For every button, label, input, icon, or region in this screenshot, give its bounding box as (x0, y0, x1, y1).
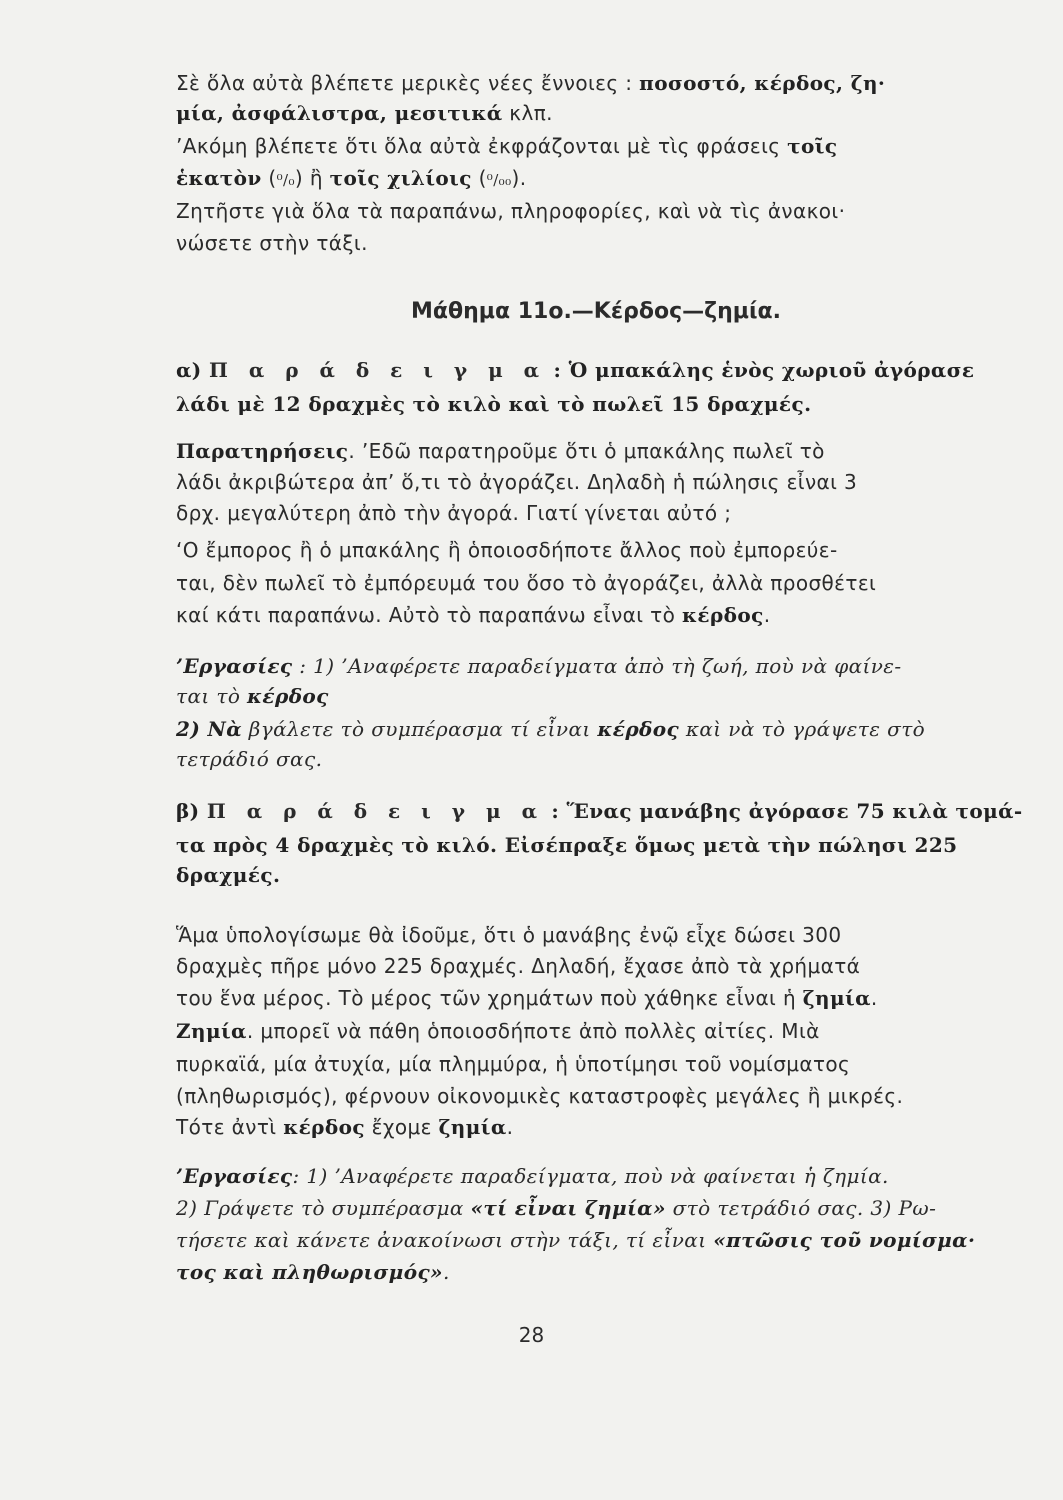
text-line: ’Ακόμη βλέπετε ὅτι ὅλα αὐτὰ ἐκφράζονται μὲ τὶς φράσεις τοῖς (176, 134, 838, 158)
tasks-line: τος καὶ πληθωρισμός». (176, 1260, 450, 1284)
text-line: πυρκαϊά, μία ἀτυχία, μία πλημμύρα, ἡ ὑποτίμησι τοῦ νομίσματος (176, 1052, 851, 1076)
text-line: μία, ἀσφάλιστρα, μεσιτικά κλπ. (176, 101, 553, 125)
text-line: δραχμὲς πῆρε μόνο 225 δραχμές. Δηλαδή, ἔχασε ἀπὸ τὰ χρήματά (176, 954, 861, 978)
text-line: ‘Ο ἔμπορος ἢ ὁ μπακάλης ἢ ὁποιοσδήποτε ἄλλος ποὺ ἐμπορεύε- (176, 538, 838, 562)
tasks-line: ’Εργασίες: 1) ’Αναφέρετε παραδείγματα, ποὺ νὰ φαίνεται ἡ ζημία. (176, 1164, 889, 1188)
text-line: λάδι ἀκριβώτερα ἀπ’ ὅ,τι τὸ ἀγοράζει. Δηλαδὴ ἡ πώλησις εἶναι 3 (176, 470, 858, 494)
text-line: ται, δὲν πωλεῖ τὸ ἐμπόρευμά του ὅσο τὸ ἀγοράζει, ἀλλὰ προσθέτει (176, 571, 877, 595)
text-line: δρχ. μεγαλύτερη ἀπὸ τὴν ἀγορά. Γιατί γίνεται αὐτό ; (176, 501, 732, 525)
text-line: του ἕνα μέρος. Τὸ μέρος τῶν χρημάτων ποὺ χάθηκε εἶναι ἡ ζημία. (176, 986, 878, 1010)
text-line: καί κάτι παραπάνω. Αὐτὸ τὸ παραπάνω εἶναι τὸ κέρδος. (176, 603, 771, 627)
text-line: Σὲ ὅλα αὐτὰ βλέπετε μερικὲς νέες ἔννοιες : ποσοστό, κέρδος, ζη· (176, 71, 886, 95)
text-line: νώσετε στὴν τάξι. (176, 231, 368, 255)
text-line: (πληθωρισμός), φέρνουν οἰκονομικὲς καταστροφὲς μεγάλες ἢ μικρές. (176, 1084, 904, 1108)
text-line: Τότε ἀντὶ κέρδος ἔχομε ζημία. (176, 1115, 514, 1139)
text-line: λάδι μὲ 12 δραχμὲς τὸ κιλὸ καὶ τὸ πωλεῖ 15 δραχμές. (176, 392, 812, 416)
text-line: δραχμές. (176, 863, 281, 887)
text-line: Παρατηρήσεις. ’Εδῶ παρατηροῦμε ὅτι ὁ μπακάλης πωλεῖ τὸ (176, 439, 825, 463)
text-line: Ἅμα ὑπολογίσωμε θὰ ἰδοῦμε, ὅτι ὁ μανάβης ἐνῷ εἶχε δώσει 300 (176, 923, 842, 947)
text-line: Ζημία. μπορεῖ νὰ πάθη ὁποιοσδήποτε ἀπὸ πολλὲς αἰτίες. Μιὰ (176, 1019, 820, 1043)
tasks-line: 2) Γράψετε τὸ συμπέρασμα «τί εἶναι ζημία» στὸ τετράδιό σας. 3) Ρω- (176, 1196, 937, 1220)
text-line: ἑκατὸν (⁰/₀) ἢ τοῖς χιλίοις (⁰/₀₀). (176, 166, 527, 190)
text-line: τα πρὸς 4 δραχμὲς τὸ κιλό. Εἰσέπραξε ὅμως μετὰ τὴν πώλησι 225 (176, 833, 958, 857)
page-number: 28 (518, 1323, 545, 1347)
tasks-line: ’Εργασίες : 1) ’Αναφέρετε παραδείγματα ἀπὸ τὴ ζωή, ποὺ νὰ φαίνε- (176, 654, 902, 678)
example-b-heading: β) Π α ρ ά δ ε ι γ μ α : Ἕνας μανάβης ἀγόρασε 75 κιλὰ τομά- (176, 799, 1023, 823)
tasks-line: τήσετε καὶ κάνετε ἀνακοίνωσι στὴν τάξι, τί εἶναι «πτῶσις τοῦ νομίσμα· (176, 1228, 976, 1252)
tasks-line: ται τὸ κέρδος (176, 684, 329, 708)
tasks-line: 2) Νὰ βγάλετε τὸ συμπέρασμα τί εἶναι κέρδος καὶ νὰ τὸ γράψετε στὸ (176, 717, 926, 741)
text-line: Ζητῆστε γιὰ ὅλα τὰ παραπάνω, πληροφορίες, καὶ νὰ τὶς ἀνακοι· (176, 199, 846, 223)
lesson-title: Μάθημα 11ο.—Κέρδος—ζημία. (410, 299, 782, 324)
tasks-line: τετράδιό σας. (176, 747, 323, 771)
example-a-heading: α) Π α ρ ά δ ε ι γ μ α : Ὁ μπακάλης ἑνὸς χωριοῦ ἀγόρασε (176, 358, 975, 382)
